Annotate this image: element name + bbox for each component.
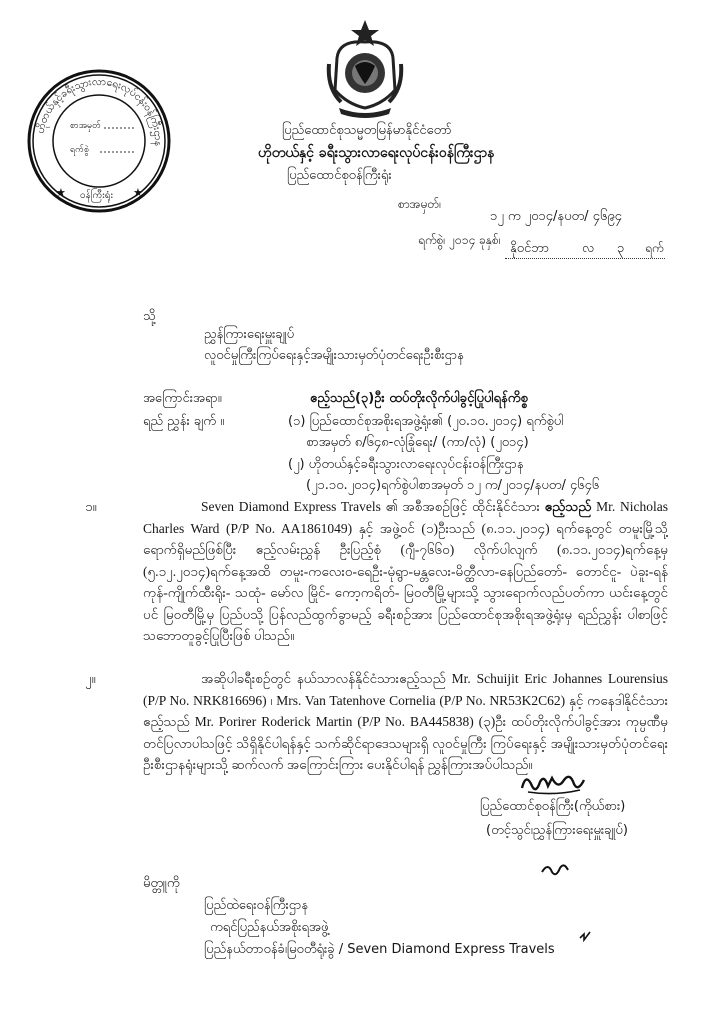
svg-text:★: ★ xyxy=(56,186,66,199)
signatory-title: ပြည်ထောင်စုဝန်ကြီး(ကိုယ်စား) xyxy=(480,799,626,814)
paragraph-1-guest-word: ဧည့်သည် xyxy=(544,499,597,514)
to-label: သို့ xyxy=(143,309,156,324)
reference-label: စာအမှတ်၊ xyxy=(398,197,442,211)
paragraph-1-number: ၁။ xyxy=(85,499,97,514)
cc-recipient-1: ပြည်ထဲရေးဝန်ကြီးဌာန xyxy=(204,898,309,913)
reference-2-line-2: (၂၁.၁၀.၂၀၁၄)ရက်စွဲပါစာအမှတ် ၁၂ က/၂၀၁၄/နပတ/ ၄၆၄၆ xyxy=(306,478,600,493)
stamp-ring-text: ဟိုတယ်နှင့်ခရီးသွားလာရေးလုပ်ငန်းဝန်ကြီးဌာန xyxy=(34,75,165,147)
to-department: လူဝင်မှုကြီးကြပ်ရေးနှင့်အမျိုးသားမှတ်ပုံတင်ရေးဦးစီးဌာန xyxy=(204,348,464,363)
paragraph-2-body: အဆိုပါခရီးစဉ်တွင် နယ်သာလန်နိုင်ငံသားဧည့်သည် Mr. Schuijit Eric Johannes Lourensius (P/P No. NRK816696) ၊ Mrs. Van Tatenhove Cornelia (P/P No. NR53K2C62) နှင့် ကနေဒါနိုင်ငံသားဧည့်သည် Mr. Porirer Roderick Martin (P/P No. BA445838) (၃)ဦး ထပ်တိုးလိုက်ပါခွင့်အား ကုမ္ပဏီမှတင်ပြလာပါသဖြင့် သိရှိနိုင်ပါရန်နှင့် သက်ဆိုင်ရာဒေသများရှိ လူဝင်မှုကြီး ကြပ်ရေးနှင့် အမျိုးသားမှတ်ပုံတင်ရေးဦးစီးဌာနရုံးများသို့ ဆက်လက် အကြောင်းကြား ပေးနိုင်ပါရန် ညွှန်ကြားအပ်ပါသည်။ xyxy=(143,671,668,772)
date-day: ၃ xyxy=(617,241,625,256)
letterhead-country: ပြည်ထောင်စုသမ္မတမြန်မာနိုင်ငံတော် xyxy=(282,123,452,138)
signatory-name: (တင့်သွင်၊ညွှန်ကြားရေးမှူးချုပ်) xyxy=(486,823,628,838)
paragraph-2-number: ၂။ xyxy=(85,671,96,686)
reference-number: ၁၂ က ၂၀၁၄/နပတ/ ၄၆၉၄ xyxy=(490,209,622,224)
date-ra: လ xyxy=(582,241,595,256)
letterhead-office: ပြည်ထောင်စုဝန်ကြီးရုံး xyxy=(287,168,392,183)
date-month: နိုဝင်ဘာ xyxy=(510,241,550,256)
office-stamp-icon xyxy=(26,68,172,214)
initials-mark-icon xyxy=(540,860,570,878)
date-suffix: ရက် xyxy=(645,241,664,255)
cc-label: မိတ္တူကို xyxy=(143,876,180,891)
handwritten-signature-icon xyxy=(518,768,588,798)
subject-label: အကြောင်းအရာ။ xyxy=(143,391,222,406)
state-emblem-icon xyxy=(325,18,405,118)
to-title: ညွှန်ကြားရေးမှူးချုပ် xyxy=(204,327,295,342)
stamp-date-label: ရက်စွဲ xyxy=(70,145,90,155)
subject-text: ဧည့်သည်(၃)ဦး ထပ်တိုးလိုက်ပါခွင့်ပြုပါရန်ကိစ္စ xyxy=(310,391,528,406)
svg-text:★: ★ xyxy=(133,186,143,199)
paragraph-1-body: Mr. Nicholas Charles Ward (P/P No. AA1861049) နှင့် အဖွဲ့ဝင် (၁)ဦးသည် (၈.၁၁.၂၀၁၄) ရက်နေ့တွင် တမူးမြို့သို့ရောက်ရှိမည်ဖြစ်ပြီး ဧည့်လမ်းညွှန် ဦးပြည့်စုံ (ဂျီ-၇၆၆၀) လိုက်ပါလျက် (၈.၁၁.၂၀၁၄)ရက်နေ့မှ (၅.၁၂.၂၀၁၄)ရက်နေ့အထိ တမူး-ကလေးဝ-ရေဦး-မုံရွာ-မန္တလေး-မိတ္ထီလာ-နေပြည်တော်- တောင်ငူ- ပဲခူး-ရန်ကုန်-ကျိုက်ထီးရိုး- သထုံ- မော်လ မြိုင်- ကော့ကရိတ်- မြဝတီမြို့များသို့ သွားရောက်လည်ပတ်ကာ ယင်းနေ့တွင်ပင် မြဝတီမြို့မှ ပြည်ပသို့ ပြန်လည်ထွက်ခွာမည့် ခရီးစဉ်အား ပြည်ထောင်စုအစိုးရအဖွဲ့ရုံးမှ ရည်ညွှန်း ပါစာဖြင့် သဘောတူခွင့်ပြုပြီးဖြစ် ပါသည်။ xyxy=(143,499,669,643)
cc-recipient-2: ကရင်ပြည်နယ်အစိုးရအဖွဲ့ xyxy=(210,920,329,935)
tick-mark-icon xyxy=(578,930,592,944)
paragraph-1-intro: Seven Diamond Express Travels ၏ အစီအစဉ်ဖြင့် ထိုင်းနိုင်ငံသား xyxy=(201,499,545,514)
stamp-ref-label: စာအမှတ် xyxy=(70,121,101,131)
cc-recipient-3 xyxy=(204,941,555,960)
cc-recipient-3-text: ပြည်နယ်တာဝန်ခံ၊မြဝတီရုံးခွဲ / Seven Diamond Express Travels xyxy=(204,942,555,957)
stamp-bottom-text: ဝန်ကြီးရုံး xyxy=(80,190,114,201)
paragraph-1 xyxy=(85,496,669,647)
date-label: ရက်စွဲ၊ ၂၀၁၄ ခုနှစ်၊ xyxy=(418,233,501,247)
reference-1-line-1: (၁) ပြည်ထောင်စုအစိုးရအဖွဲ့ရုံး၏ (၂၀.၁၀.၂၀၁၄) ရက်စွဲပါ xyxy=(288,414,564,429)
paragraph-2 xyxy=(85,668,668,776)
reference-1-line-2: စာအမှတ် ၈/၆၄၈-လုံခြုံရေး/ (ကာ/လုံ) (၂၀၁၄) xyxy=(306,435,529,450)
letterhead-ministry: ဟိုတယ်နှင့် ခရီးသွားလာရေးလုပ်ငန်းဝန်ကြီးဌာန xyxy=(258,145,495,161)
reference-2-line-1: (၂) ဟိုတယ်နှင့်ခရီးသွားလာရေးလုပ်ငန်းဝန်ကြီးဌာန xyxy=(288,457,524,472)
references-label: ရည် ညွှန်း ချက် ။ xyxy=(143,414,225,429)
